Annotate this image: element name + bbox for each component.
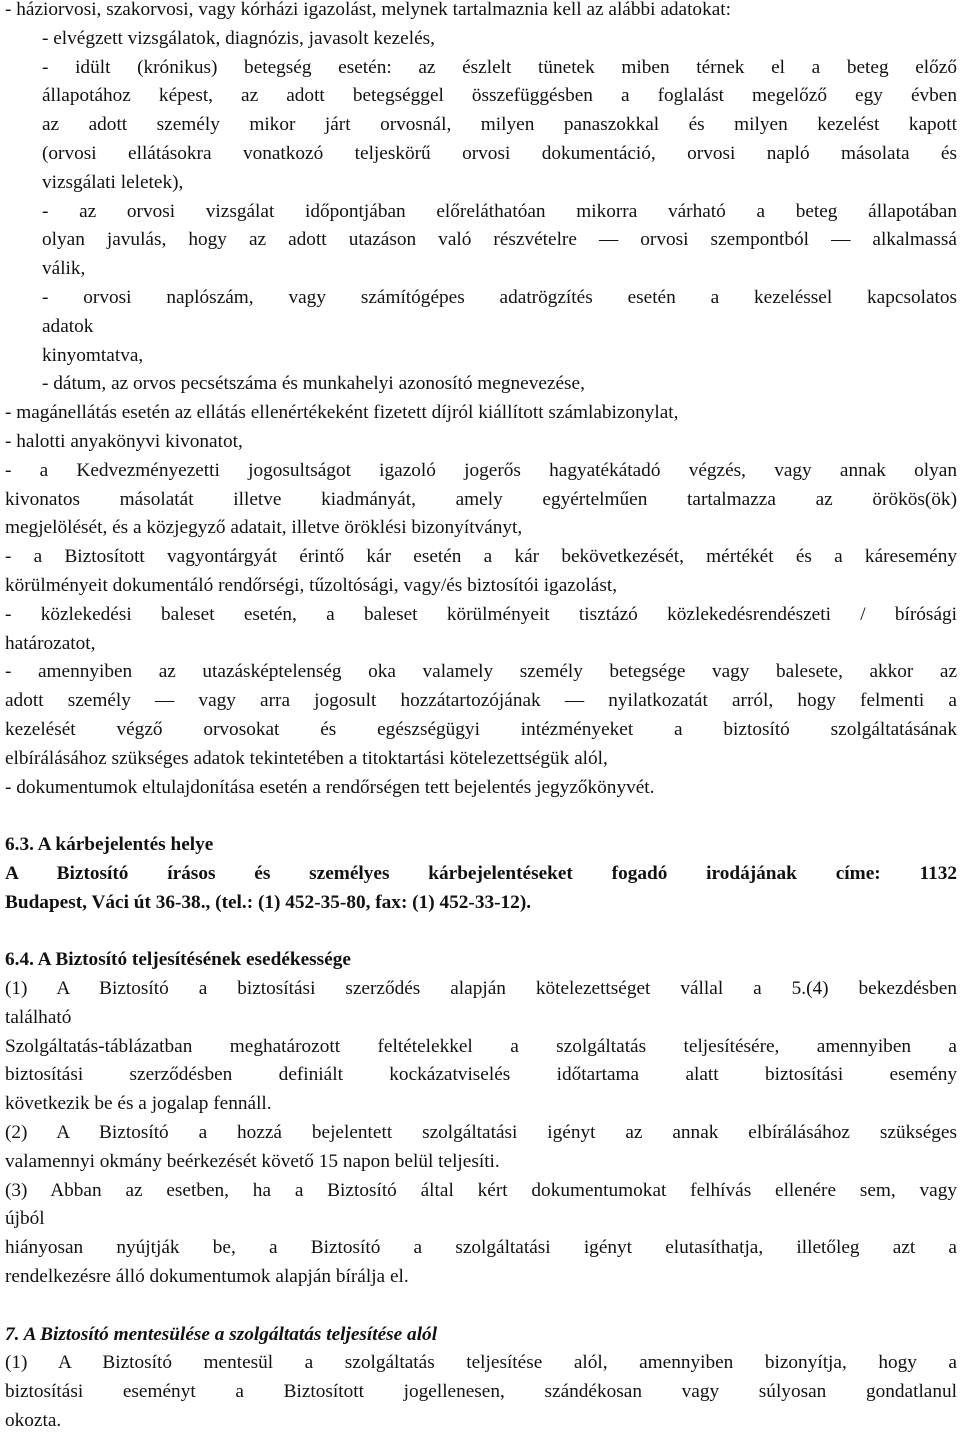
doc-line: az adott személy mikor járt orvosnál, milyen panaszokkal és milyen kezelést kapott: [42, 114, 957, 136]
doc-line: (orvosi ellátásokra vonatkozó teljeskörű orvosi dokumentáció, orvosi napló másolata és: [42, 142, 957, 164]
doc-line: - magánellátás esetén az ellátás ellenértékeként fizetett díjról kiállított számlabizonylat,: [5, 402, 679, 424]
doc-line: újból: [5, 1208, 45, 1230]
doc-line: elbírálásához szükséges adatok tekintetében a titoktartási kötelezettségük alól,: [5, 747, 608, 769]
doc-line: következik be és a jogalap fennáll.: [5, 1093, 272, 1115]
doc-line: határozatot,: [5, 632, 96, 654]
doc-line: kivonatos másolatát illetve kiadmányát, amely egyértelműen tartalmazza az örökös(ök): [5, 488, 957, 510]
doc-line: - elvégzett vizsgálatok, diagnózis, javasolt kezelés,: [42, 27, 435, 49]
doc-line: - idült (krónikus) betegség esetén: az észlelt tünetek miben térnek el a beteg előző: [42, 56, 957, 78]
doc-line: vizsgálati leletek),: [42, 171, 184, 193]
doc-line: (1) A Biztosító a biztosítási szerződés alapján kötelezettséget vállal a 5.(4) bekezdésben: [5, 978, 957, 1000]
doc-line: - a Biztosított vagyontárgyát érintő kár esetén a kár bekövetkezését, mértékét és a káresemény: [5, 546, 957, 568]
doc-line: állapotához képest, az adott betegséggel összefüggésben a foglalást megelőző egy évben: [42, 85, 957, 107]
doc-line: kezelését végző orvosokat és egészségügyi intézményeket a biztosító szolgáltatásának: [5, 718, 957, 740]
doc-line: biztosítási szerződésben definiált kockázatviselés időtartama alatt biztosítási esemény: [5, 1064, 957, 1086]
doc-line: (2) A Biztosító a hozzá bejelentett szolgáltatási igényt az annak elbírálásához szükséges: [5, 1122, 957, 1144]
section-heading-6-3: 6.3. A kárbejelentés helye: [5, 834, 214, 856]
doc-line: valamennyi okmány beérkezését követő 15 napon belül teljesíti.: [5, 1150, 500, 1172]
paragraph-gap: [5, 1292, 957, 1321]
doc-line: A Biztosító írásos és személyes kárbejelentéseket fogadó irodájának címe: 1132: [5, 862, 957, 884]
section-heading-6-4: 6.4. A Biztosító teljesítésének esedékessége: [5, 949, 351, 971]
doc-line: adatok: [42, 315, 94, 337]
doc-line: - dokumentumok eltulajdonítása esetén a rendőrségen tett bejelentés jegyzőkönyvét.: [5, 776, 655, 798]
doc-line: biztosítási eseményt a Biztosított jogellenesen, szándékosan vagy súlyosan gondatlanul: [5, 1381, 957, 1403]
doc-line: kinyomtatva,: [42, 344, 144, 366]
doc-line: - az orvosi vizsgálat időpontjában előreláthatóan mikorra várható a beteg állapotában: [42, 200, 957, 222]
doc-line: Szolgáltatás-táblázatban meghatározott feltételekkel a szolgáltatás teljesítésére, amennyiben a: [5, 1035, 957, 1057]
doc-line: adott személy — vagy arra jogosult hozzátartozójának — nyilatkozatát arról, hogy felmenti a: [5, 690, 957, 712]
doc-line: megjelölését, és a közjegyző adatait, illetve öröklési bizonyítványt,: [5, 517, 523, 539]
doc-line: körülményeit dokumentáló rendőrségi, tűzoltósági, vagy/és biztosítói igazolást,: [5, 574, 618, 596]
doc-line: - halotti anyakönyvi kivonatot,: [5, 430, 243, 452]
doc-line: (3) Abban az esetben, ha a Biztosító által kért dokumentumokat felhívás ellenére sem, vagy: [5, 1179, 957, 1201]
doc-line: válik,: [42, 258, 86, 280]
paragraph-gap: [5, 918, 957, 947]
doc-line: - a Kedvezményezetti jogosultságot igazoló jogerős hagyatékátadó végzés, vagy annak olyan: [5, 459, 957, 481]
doc-line: rendelkezésre álló dokumentumok alapján bírálja el.: [5, 1266, 409, 1288]
section-heading-7: 7. A Biztosító mentesülése a szolgáltatás teljesítése alól: [5, 1323, 438, 1345]
doc-line: Budapest, Váci út 36-38., (tel.: (1) 452-35-80, fax: (1) 452-33-12).: [5, 891, 532, 913]
doc-line: - amennyiben az utazásképtelenség oka valamely személy betegsége vagy balesete, akkor az: [5, 661, 957, 683]
paragraph-gap: [5, 802, 957, 831]
doc-line: - dátum, az orvos pecsétszáma és munkahelyi azonosító megnevezése,: [42, 373, 585, 395]
doc-line: - orvosi naplószám, vagy számítógépes adatrögzítés esetén a kezeléssel kapcsolatos: [42, 286, 957, 308]
doc-line: - háziorvosi, szakorvosi, vagy kórházi igazolást, melynek tartalmaznia kell az alábbi adatokat:: [5, 0, 731, 20]
doc-line: található: [5, 1006, 72, 1028]
doc-line: okozta.: [5, 1410, 62, 1432]
doc-line: (1) A Biztosító mentesül a szolgáltatás teljesítése alól, amennyiben bizonyítja, hogy a: [5, 1352, 957, 1374]
doc-line: - közlekedési baleset esetén, a baleset körülményeit tisztázó közlekedésrendészeti / bírósági: [5, 603, 957, 625]
doc-line: olyan javulás, hogy az adott utazáson való részvételre — orvosi szempontból — alkalmassá: [42, 229, 957, 251]
doc-line: hiányosan nyújtják be, a Biztosító a szolgáltatási igényt elutasíthatja, illetőleg azt a: [5, 1237, 957, 1259]
